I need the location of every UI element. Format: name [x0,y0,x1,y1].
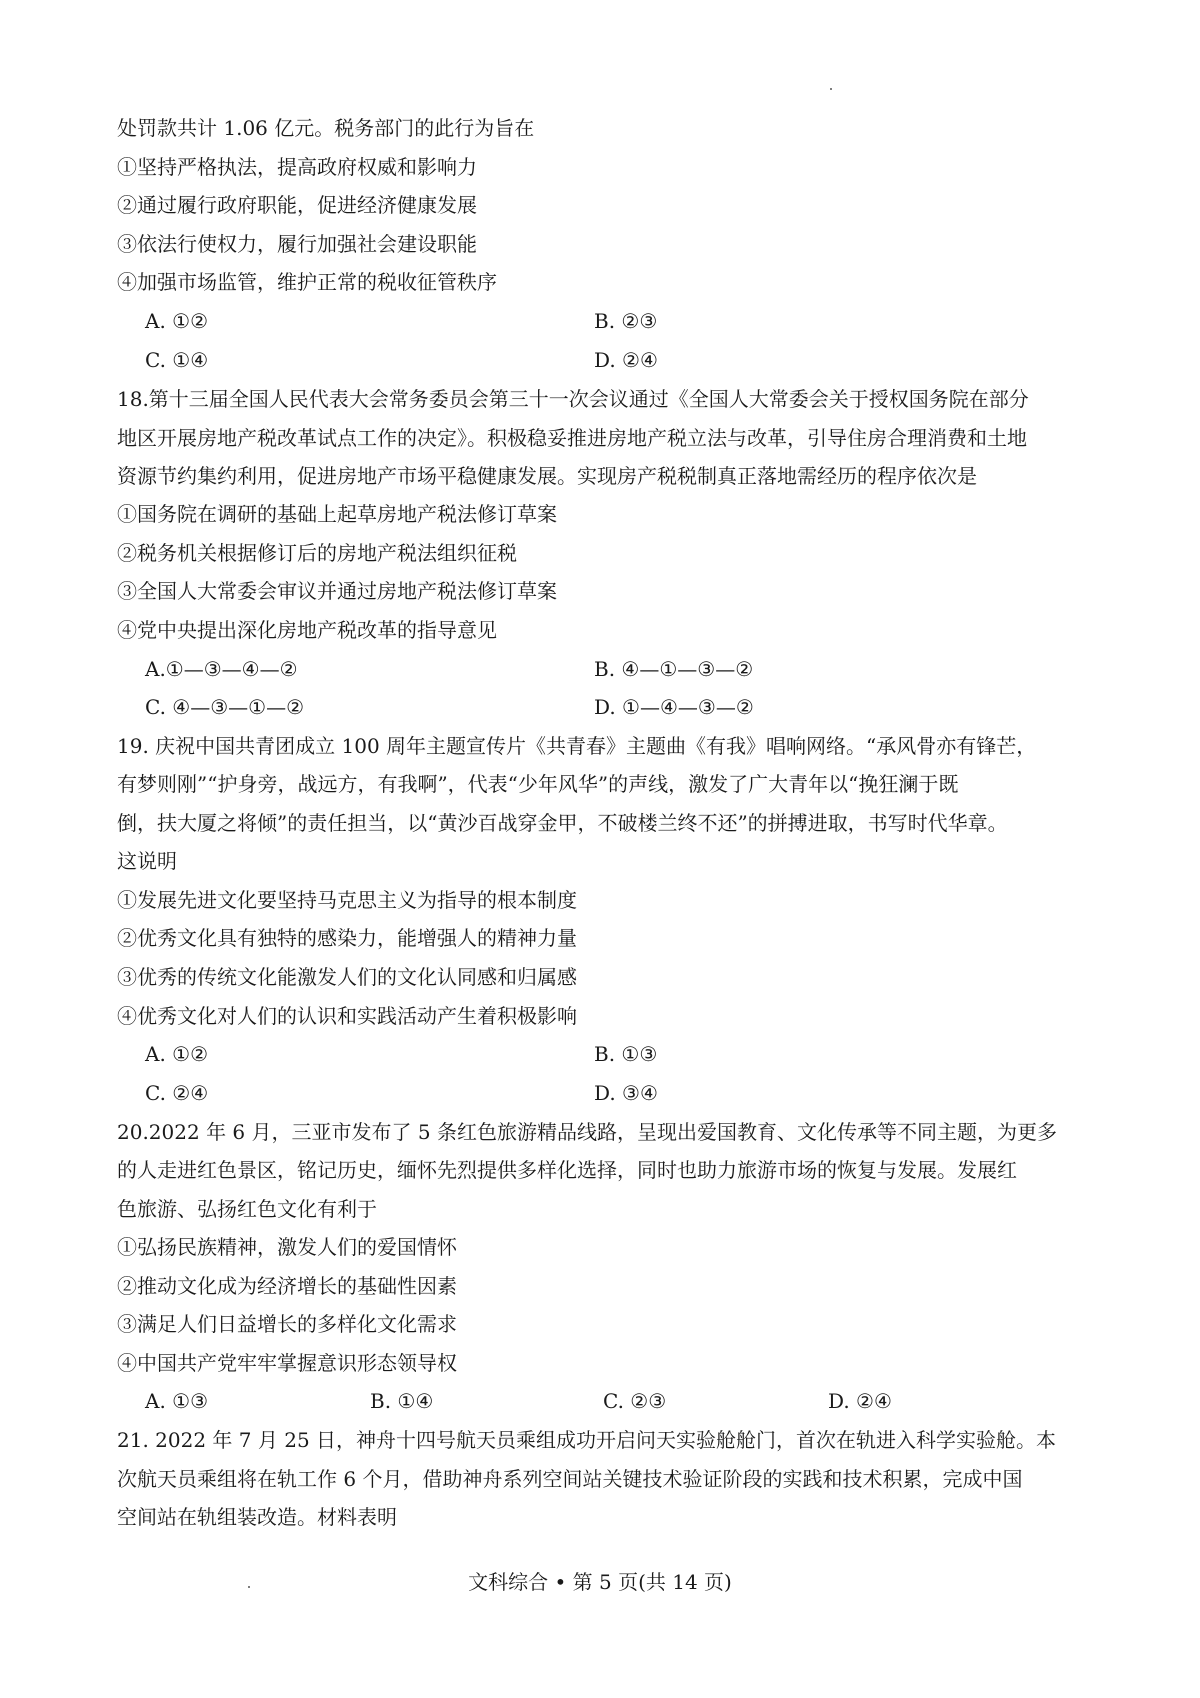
question-item: ②优秀文化具有独特的感染力，能增强人的精神力量 [117,926,577,950]
question-item: ③依法行使权力，履行加强社会建设职能 [117,232,477,256]
question-item: ③全国人大常委会审议并通过房地产税法修订草案 [117,579,557,603]
question-item: ①弘扬民族精神，激发人们的爱国情怀 [117,1235,457,1259]
scan-speck [830,88,832,90]
question-item: ④优秀文化对人们的认识和实践活动产生着积极影响 [117,1004,577,1028]
answer-option-d: D. ③④ [594,1081,658,1105]
answer-option-c: C. ②④ [145,1081,209,1105]
question-stem-line: 20.2022 年 6 月，三亚市发布了 5 条红色旅游精品线路，呈现出爱国教育、文化传承等不同主题，为更多 [117,1120,1057,1144]
answer-option-d: D. ②④ [828,1389,892,1413]
question-stem-line: 21. 2022 年 7 月 25 日，神舟十四号航天员乘组成功开启问天实验舱舱门，首次在轨进入科学实验舱。本 [117,1428,1057,1452]
answer-option-a: A. ①② [145,309,209,333]
question-stem-line: 的人走进红色景区，铭记历史，缅怀先烈提供多样化选择，同时也助力旅游市场的恢复与发展。发展红 [117,1158,1017,1182]
page-footer: 文科综合 • 第 5 页(共 14 页) [468,1570,732,1594]
answer-option-b: B. ①③ [594,1042,658,1066]
answer-option-a: A. ①③ [145,1389,209,1413]
question-stem-line: 18.第十三届全国人民代表大会常务委员会第三十一次会议通过《全国人大常委会关于授权国务院在部分 [117,387,1029,411]
question-item: ②通过履行政府职能，促进经济健康发展 [117,193,477,217]
question-stem-line: 有梦则刚”“护身旁，战远方，有我啊”，代表“少年风华”的声线，激发了广大青年以“挽狂澜于既 [117,772,959,796]
question-item: ②推动文化成为经济增长的基础性因素 [117,1274,457,1298]
answer-option-d: D. ②④ [594,348,658,372]
answer-option-c: C. ②③ [603,1389,667,1413]
question-item: ①国务院在调研的基础上起草房地产税法修订草案 [117,502,557,526]
question-stem-line: 色旅游、弘扬红色文化有利于 [117,1197,377,1221]
question-stem-line: 处罚款共计 1.06 亿元。税务部门的此行为旨在 [117,116,535,140]
answer-option-a: A.①—③—④—② [145,657,298,681]
question-stem-line: 倒，扶大厦之将倾”的责任担当，以“黄沙百战穿金甲，不破楼兰终不还”的拼搏进取，书写时代华章。 [117,811,1008,835]
question-item: ①坚持严格执法，提高政府权威和影响力 [117,155,477,179]
question-stem-line: 资源节约集约利用，促进房地产市场平稳健康发展。实现房产税税制真正落地需经历的程序依次是 [117,464,977,488]
question-stem-line: 19. 庆祝中国共青团成立 100 周年主题宣传片《共青春》主题曲《有我》唱响网络。“承风骨亦有锋芒， [117,734,1037,758]
question-stem-line: 这说明 [117,849,177,873]
answer-option-c: C. ①④ [145,348,209,372]
question-stem-line: 空间站在轨组装改造。材料表明 [117,1505,397,1529]
question-item: ①发展先进文化要坚持马克思主义为指导的根本制度 [117,888,577,912]
question-stem-line: 地区开展房地产税改革试点工作的决定》。积极稳妥推进房地产税立法与改革，引导住房合理消费和土地 [117,426,1027,450]
answer-option-a: A. ①② [145,1042,209,1066]
question-item: ②税务机关根据修订后的房地产税法组织征税 [117,541,517,565]
question-item: ④中国共产党牢牢掌握意识形态领导权 [117,1351,457,1375]
question-item: ④加强市场监管，维护正常的税收征管秩序 [117,270,497,294]
question-stem-line: 次航天员乘组将在轨工作 6 个月，借助神舟系列空间站关键技术验证阶段的实践和技术积累，完成中国 [117,1467,1023,1491]
answer-option-b: B. ①④ [370,1389,434,1413]
question-item: ④党中央提出深化房地产税改革的指导意见 [117,618,497,642]
answer-option-d: D. ①—④—③—② [594,695,754,719]
question-item: ③满足人们日益增长的多样化文化需求 [117,1312,457,1336]
answer-option-b: B. ②③ [594,309,658,333]
answer-option-c: C. ④—③—①—② [145,695,305,719]
question-item: ③优秀的传统文化能激发人们的文化认同感和归属感 [117,965,577,989]
answer-option-b: B. ④—①—③—② [594,657,754,681]
